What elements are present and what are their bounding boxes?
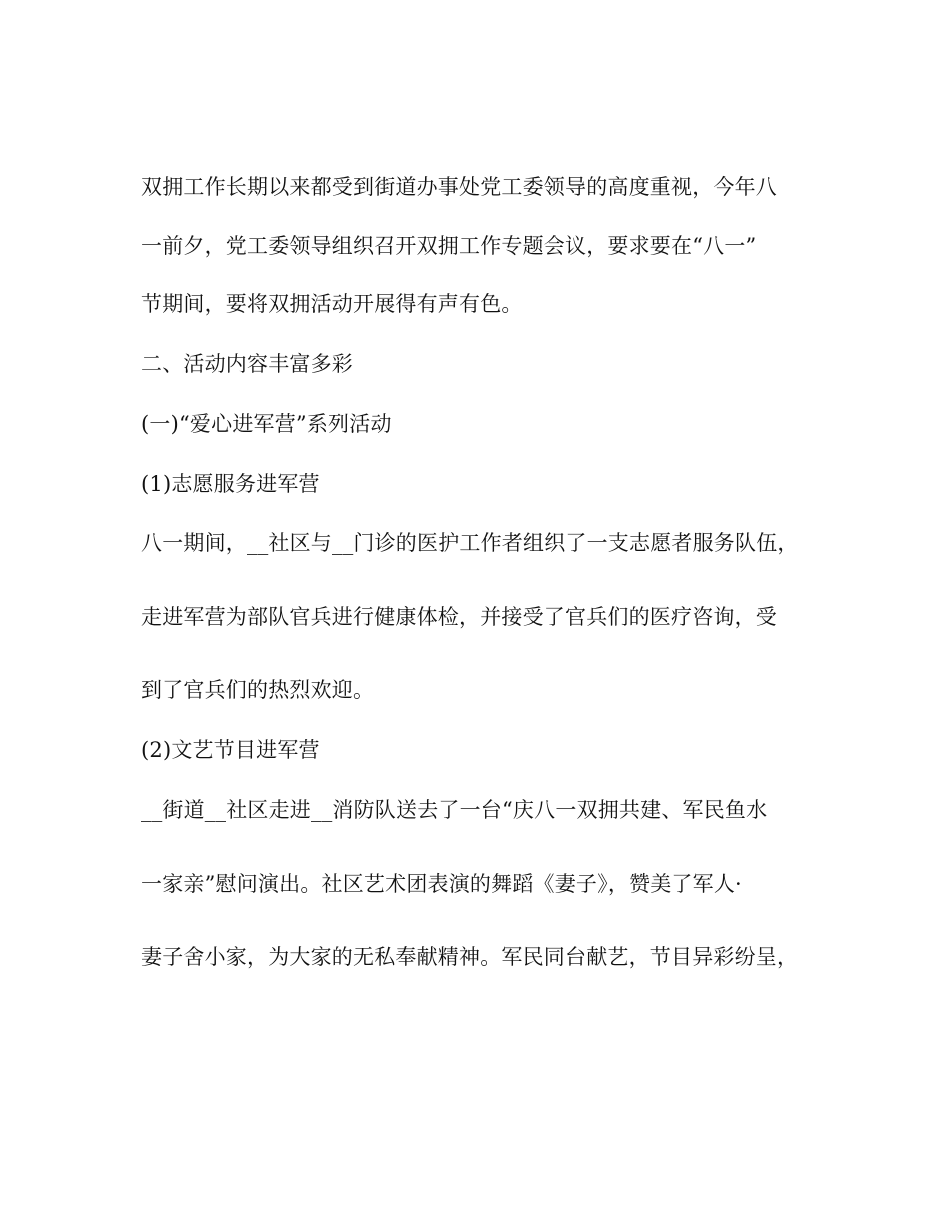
- paragraph-line-1: 双拥工作长期以来都受到街道办事处党工委领导的高度重视，今年八: [141, 175, 777, 199]
- paragraph-line-8: 一家亲”慰问演出。社区艺术团表演的舞蹈《妻子》，赞美了军人·: [141, 872, 742, 896]
- paragraph-line-7: __街道__社区走进__消防队送去了一台“庆八一双拥共建、军民鱼水: [141, 798, 768, 822]
- paragraph-line-5: 走进军营为部队官兵进行健康体检，并接受了官兵们的医疗咨询，受: [141, 605, 777, 629]
- paragraph-line-4: 八一期间，__社区与__门诊的医护工作者组织了一支志愿者服务队伍，: [141, 531, 799, 555]
- paragraph-line-9: 妻子舍小家，为大家的无私奉献精神。军民同台献艺，节目异彩纷呈，: [141, 945, 799, 969]
- paragraph-line-3: 节期间，要将双拥活动开展得有声有色。: [141, 292, 523, 316]
- item-heading-2: (2)文艺节目进军营: [141, 738, 320, 762]
- subsection-heading: (一)“爱心进军营”系列活动: [141, 412, 392, 436]
- paragraph-line-2: 一前夕，党工委领导组织召开双拥工作专题会议，要求要在“八一”: [141, 234, 757, 258]
- item-heading-1: (1)志愿服务进军营: [141, 472, 320, 496]
- paragraph-line-6: 到了官兵们的热烈欢迎。: [141, 678, 375, 702]
- section-heading: 二、活动内容丰富多彩: [141, 352, 353, 376]
